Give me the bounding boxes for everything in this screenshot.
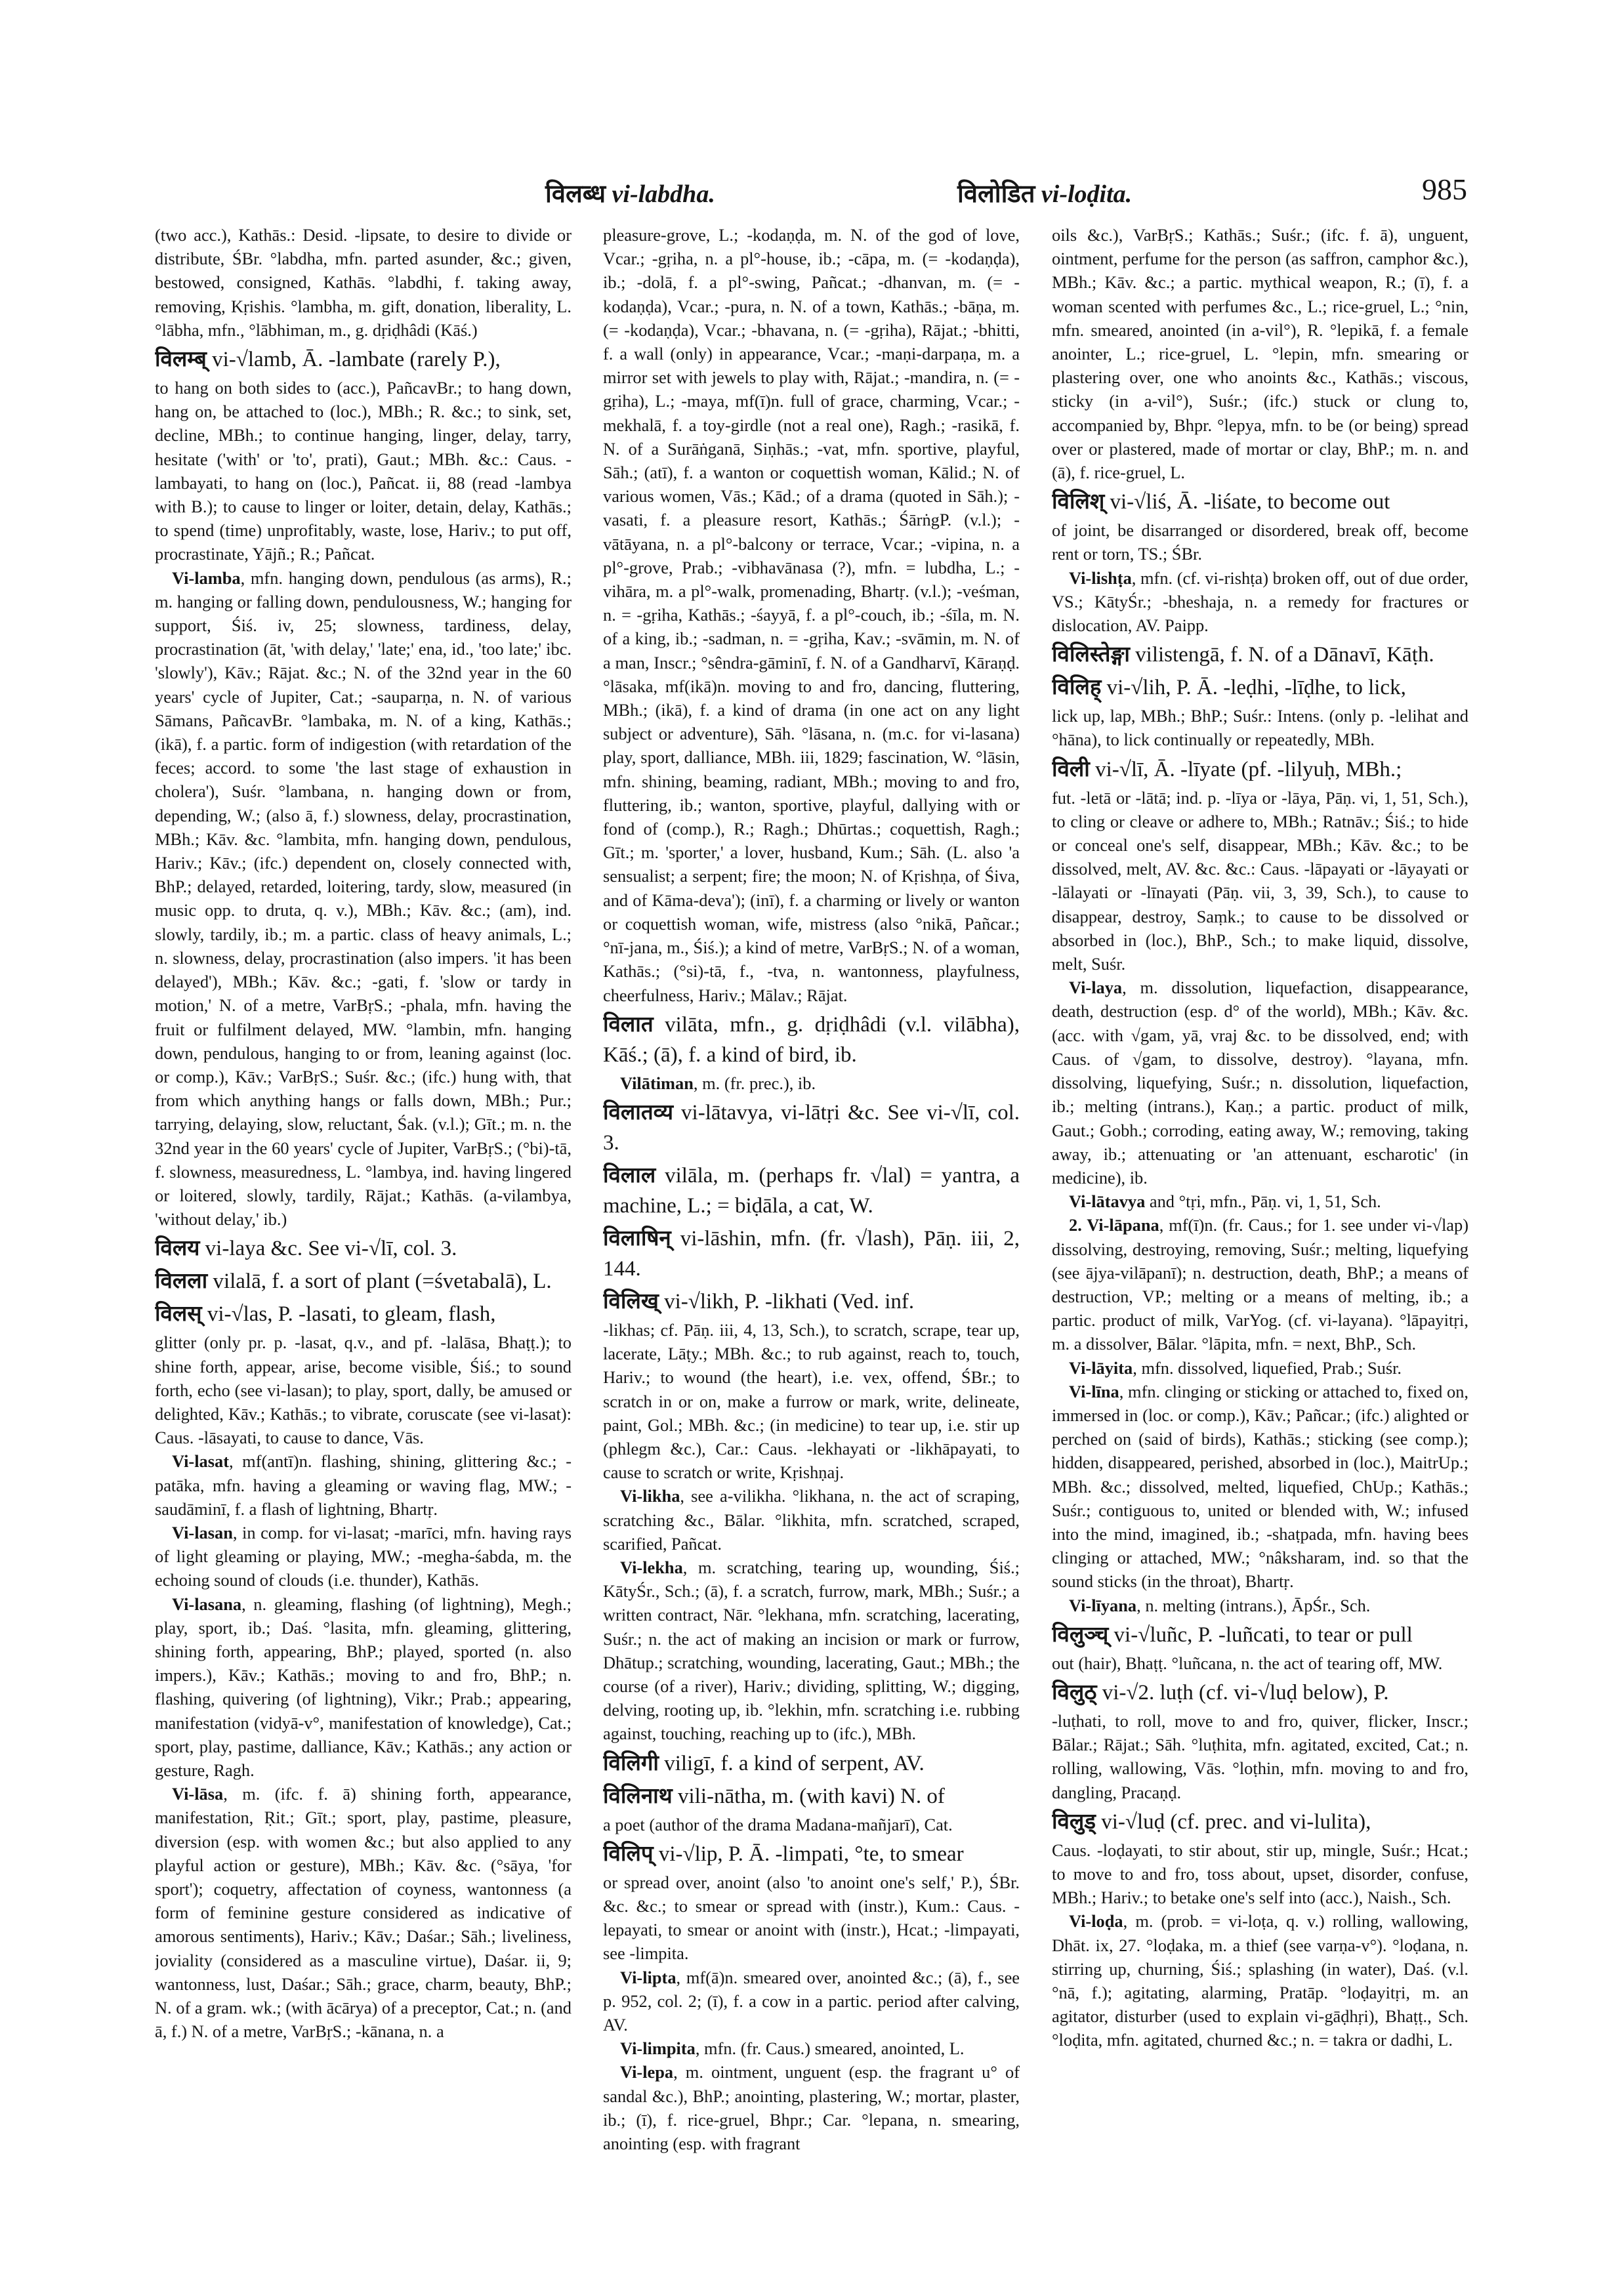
entry-definition: vi-√las, P. -lasati, to gleam, flash,: [201, 1302, 496, 1327]
dictionary-entry: [1052, 1380, 1468, 1594]
entry-text: pleasure-grove, L.; -kodaṇḍa, m. N. of the god of love, Vcar.; -gṛiha, n. a pl°-house, ib.; -cāpa, m. (= -kodaṇḍa), ib.; -dolā, f. a pl°-swing, Pañcat.; -dhanvan, m. (= -kodaṇḍa), Vcar.; -pura, n. N. of a town, Kathās.; -bāṇa, m. (= -kodaṇḍa), Vcar.; -bhavana, n. (= -gṛiha), Rājat.; -bhitti, f. a wall (only) in appearance, Vcar.; -maṇi-darpaṇa, m. a mirror set with jewels to play with, Rājat.; -mandira, n. (= -gṛiha), L.; -maya, mf(ī)n. full of grace, charming, Vcar.; -mekhalā, f. a toy-girdle (not a real one), Ragh.; -rasikā, f. N. of a Surāṅganā, Siṇhās.; -vat, mfn. sportive, playful, Sāh.; (atī), f. a wanton or coquettish woman, Kālid.; N. of various women, Vās.; Kād.; of a drama (quoted in Sāh.); -vasati, f. a pleasure resort, Kathās.; ŚārṅgP. (v.l.); -vātāyana, n. a pl°-balcony or terrace, Vcar.; -vipina, n. a pl°-grove, Prab.; -vibhavānasa (?), mfn. = lubdha, L.; -vihāra, m. a pl°-walk, promenading, Bhartṛ. (v.l.); -veśman, n. = -gṛiha, Kathās.; -śayyā, f. a pl°-couch, ib.; -śīla, m. N. of a king, ib.; -sadman, n. = -gṛiha, Kav.; -svāmin, m. N. of a man, Inscr.; °sêndra-gāminī, f. N. of a Gandharvī, Kāraṇḍ. °lāsaka, mf(ikā)n. moving to and fro, dancing, fluttering, MBh.; (ikā), f. a kind of drama (in one act on any light subject or adventure), Sāh. °lāsana, n. (m.c. for vi-lasana) play, sport, dalliance, MBh. iii, 1829; fascination, W. °lāsin, mfn. shining, beaming, radiant, MBh.; moving to and fro, fluttering, ib.; wanton, sportive, playful, dallying with or fond of (comp.), R.; Ragh.; Dhūrtas.; coquettish, Ragh.; Gīt.; m. 'sporter,' a lover, husband, Kum.; Sāh. (L. also 'a sensualist; a serpent; fire; the moon; N. of Kṛishṇa, of Śiva, and of Kāma-deva'); (inī), f. a charming or lively or wanton or coquettish woman, wife, mistress (also °nikā, Pañcar.; °nī-jana, m., Śiś.); a kind of metre, VarBṛS.; N. of a woman, Kathās.; (°si)-tā, f., -tva, n. wantonness, playfulness, cheerfulness, Hariv.; Mālav.; Rājat.: [603, 225, 1020, 1005]
entry-headword: विलिनाथ: [603, 1784, 673, 1808]
entry-definition: vi-√luñc, P. -luñcati, to tear or pull: [1108, 1623, 1413, 1647]
entry-headword: विलिश्: [1052, 490, 1105, 514]
column-3: [1052, 223, 1468, 2218]
entry-headword: Vi-līna: [1069, 1381, 1119, 1401]
dictionary-entry: [603, 1071, 1020, 1095]
entry-headword: विलुठ्: [1052, 1680, 1097, 1705]
entry-definition: vi-√likh, P. -likhati (Ved. inf.: [658, 1289, 915, 1313]
dictionary-entry: [603, 1748, 1020, 1779]
header-left-headword: [545, 176, 715, 210]
entry-definition: , mf(ī)n. (fr. Caus.; for 1. see under vi-√lap) dissolving, destroying, removing, Suśr.; melting, liquefying (see ājya-vilāpanī); n. destruction, death, BhP.; a means of destruction, VP.; melting or a means of melting, ib.; a partic. product of milk, VarYog. (cf. vi-layana). °lāpayitṛi, m. a dissolver, Bālar. °lāpita, mfn. = next, BhP., Sch.: [1052, 1215, 1468, 1354]
entry-headword: विलला: [155, 1270, 208, 1294]
entry-text: fut. -letā or -lātā; ind. p. -līya or -lāya, Pāṇ. vi, 1, 51, Sch.), to cling or cleave or adhere to, MBh.; Ratnāv.; Śiś.; to hide or conceal one's self, disappear, MBh.; Kāv. &c.; to be dissolved, melt, AV. &c. &c.: Caus. -lāpayati or -lāyayati or -lālayati or -līnayati (Pāṇ. vii, 3, 39, Sch.), to cause to disappear, destroy, Saṃk.; to cause to be dissolved or absorbed in (loc.), BhP., Sch.; to make liquid, dissolve, melt, Suśr.: [1052, 787, 1468, 974]
dictionary-entry: [1052, 1651, 1468, 1675]
entry-definition: vilalā, f. a sort of plant (=śvetabalā), L.: [207, 1270, 552, 1294]
entry-definition: vi-√lih, P. Ā. -leḍhi, -līḍhe, to lick,: [1101, 676, 1406, 700]
entry-definition: vi-lāshin, mfn. (fr. √lash), Pāṇ. iii, 2, 144.: [603, 1226, 1020, 1281]
entry-headword: Vi-limpita: [620, 2038, 696, 2059]
header-right-devanagari: विलोडित: [957, 180, 1035, 208]
dictionary-entry: [603, 1839, 1020, 1869]
entry-definition: vilāta, mfn., g. dṛiḍhâdi (v.l. vilābha), Kāś.; (ā), f. a kind of bird, ib.: [603, 1012, 1020, 1067]
dictionary-entry: [603, 1871, 1020, 1966]
dictionary-entry: [1052, 518, 1468, 566]
entry-text: of joint, be disarranged or disordered, break off, become rent or torn, TS.; ŚBr.: [1052, 520, 1468, 564]
dictionary-entry: [603, 2060, 1020, 2155]
dictionary-entry: [1052, 1678, 1468, 1708]
entry-headword: Vi-lekha: [620, 1557, 683, 1577]
entry-definition: viligī, f. a kind of serpent, AV.: [658, 1751, 925, 1775]
entry-headword: विली: [1052, 757, 1090, 781]
dictionary-entry: [1052, 1807, 1468, 1837]
header-left-devanagari: विलब्ध: [545, 180, 606, 208]
entry-definition: , in comp. for vi-lasat; -marīci, mfn. having rays of light gleaming or playing, MW.; -megha-śabda, m. the echoing sound of clouds (i.e. thunder), Kathās.: [155, 1522, 572, 1590]
entry-text: Caus. -loḍayati, to stir about, stir up, mingle, Suśr.; Hcat.; to move to and fro, toss about, upset, disorder, confuse, MBh.; Hariv.; to betake one's self into (acc.), Naish., Sch.: [1052, 1840, 1468, 1908]
entry-definition: , m. ointment, unguent (esp. the fragrant u° of sandal &c.), BhP.; anointing, plastering, W.; mortar, plaster, ib.; (ī), f. rice-gruel, Bhpr.; Car. °lepana, n. smearing, anointing (esp. with fragrant: [603, 2062, 1020, 2153]
entry-definition: , m. (ifc. f. ā) shining forth, appearance, manifestation, Ṛit.; Gīt.; sport, play, pastime, pleasure, diversion (esp. with women &c.; but also applied to any playful action or gesture), MBh.; Kāv. &c. (°sāya, 'for sport'); coquetry, affectation of coyness, wantonness (a form of feminine gesture considered as indicative of amorous sentiments), Hariv.; Kāv.; Daśar.; Sāh.; liveliness, joviality (considered as a masculine virtue), Daśar. ii, 9; wantonness, lust, Daśar.; Sāh.; grace, charm, beauty, BhP.; N. of a gram. wk.; (with ācārya) of a preceptor, Cat.; n. (and ā, f.) N. of a metre, VarBṛS.; -kānana, n. a: [155, 1784, 572, 2042]
entry-definition: and °tṛi, mfn., Pāṇ. vi, 1, 51, Sch.: [1145, 1191, 1381, 1212]
entry-text: (two acc.), Kathās.: Desid. -lipsate, to desire to divide or distribute, ŚBr. °labdha, mfn. parted asunder, &c.; given, bestowed, consigned, Kathās. °labdhi, f. taking away, removing, Kṛishis. °lambha, m. gift, donation, liberality, L. °lābha, mfn., °lābhiman, m., g. dṛiḍhâdi (Kāś.): [155, 225, 572, 340]
entry-definition: vilāla, m. (perhaps fr. √lal) = yantra, a machine, L.; = biḍāla, a cat, W.: [603, 1163, 1020, 1218]
dictionary-entry: [155, 1266, 572, 1296]
entry-text: -luṭhati, to roll, move to and fro, quiver, flicker, Inscr.; Bālar.; Rājat.; Sāh. °luṭhita, mfn. agitated, excited, Cat.; n. rolling, wallowing, Vās. °loṭhin, mfn. moving to and fro, dangling, Pracaṇḍ.: [1052, 1710, 1468, 1802]
entry-definition: vilistengā, f. N. of a Dānavī, Kāṭh.: [1129, 643, 1434, 667]
entry-text: a poet (author of the drama Madana-mañjarī), Cat.: [603, 1814, 953, 1834]
entry-definition: , n. melting (intrans.), ĀpŚr., Sch.: [1136, 1595, 1371, 1615]
entry-definition: , m. (fr. prec.), ib.: [693, 1073, 816, 1093]
dictionary-entry: [603, 1966, 1020, 2037]
dictionary-entry: [1052, 1213, 1468, 1355]
dictionary-entry: [1052, 755, 1468, 785]
dictionary-entry: [1052, 566, 1468, 638]
running-header: [155, 173, 1467, 215]
entry-headword: Vi-līyana: [1069, 1595, 1137, 1615]
entry-headword: Vi-laya: [1069, 978, 1123, 998]
entry-headword: Vilātiman: [620, 1073, 694, 1093]
dictionary-entry: [603, 1098, 1020, 1158]
entry-definition: , m. scratching, tearing up, wounding, Śiś.; KātyŚr., Sch.; (ā), f. a scratch, furrow, mark, MBh.; Suśr.; a written contract, Nār. °lekhana, mfn. scratching, lacerating, Suśr.; n. the act of making an incision or mark or furrow, Dhātup.; scratching, wounding, lacerating, Gaut.; MBh.; the course (of a river), Hariv.; dividing, splitting, W.; digging, delving, rooting up, ib. °lekhin, mfn. scratching i.e. rubbing against, touching, reaching up to (ifc.), MBh.: [603, 1557, 1020, 1744]
entry-definition: , see a-vilikha. °likhana, n. the act of scraping, scratching &c., Bālar. °likhita, mfn. scratched, scraped, scarified, Pañcat.: [603, 1486, 1020, 1554]
dictionary-entry: [603, 1161, 1020, 1221]
entry-headword: विलिस्तेङ्गा: [1052, 643, 1130, 667]
header-right-headword: [957, 176, 1132, 210]
entry-headword: Vi-lasan: [172, 1522, 233, 1542]
header-left-translit: vi-labdha.: [612, 180, 715, 208]
entry-headword: Vi-lasana: [172, 1594, 242, 1614]
entry-headword: विलाषिन्: [603, 1226, 671, 1251]
entry-definition: , m. dissolution, liquefaction, disappearance, death, destruction (esp. d° of the world), MBh.; Kāv. &c. (acc. with √gam, yā, vraj &c. to be dissolved, end; with Caus. of √gam, to dissolve, destroy). °layana, mfn. dissolving, liquefying, Suśr.; n. dissolution, liquefaction, ib.; melting (intrans.), Kaṇ.; a partic. product of milk, Gaut.; Gobh.; corroding, eating away, W.; removing, taking away, ib.; attenuating or 'an attenuant, escharotic' (in medicine), ib.: [1052, 978, 1468, 1188]
dictionary-entry: [1052, 1909, 1468, 2052]
dictionary-entry: [603, 2037, 1020, 2060]
entry-headword: Vi-loḍa: [1069, 1911, 1123, 1932]
dictionary-entry: [603, 1318, 1020, 1484]
entry-headword: Vi-lāsa: [172, 1784, 224, 1804]
entry-definition: , n. gleaming, flashing (of lightning), Megh.; play, sport, ib.; Daś. °lasita, mfn. gleaming, glittering, shining forth, appearing, BhP.; played, sported (n. also impers.), Kāv.; Kathās.; moving to and fro, BhP.; n. flashing, quivering (of lightning), Vikr.; Prab.; appearing, manifestation (vidyā-v°, manifestation of knowledge), Cat.; sport, play, pastime, dalliance, Kāv.; Kathās.; any action or gesture, Ragh.: [155, 1594, 572, 1780]
page-number: 985: [1422, 173, 1467, 206]
dictionary-entry: [603, 1556, 1020, 1746]
entry-definition: , mfn. (cf. vi-rishṭa) broken off, out of due order, VS.; KātyŚr.; -bheshaja, n. a remedy for fractures or dislocation, AV. Paipp.: [1052, 568, 1468, 636]
entry-headword: Vi-lamba: [172, 568, 241, 588]
dictionary-entry: [155, 1449, 572, 1521]
entry-definition: vi-√lip, P. Ā. -limpati, °te, to smear: [653, 1842, 964, 1866]
column-2: [603, 223, 1020, 2218]
dictionary-entry: [1052, 786, 1468, 976]
dictionary-entry: [603, 1287, 1020, 1317]
entry-headword: विलिप्: [603, 1842, 654, 1866]
dictionary-entry: [1052, 487, 1468, 517]
entry-text: glitter (only pr. p. -lasat, q.v., and pf. -lalāsa, Bhaṭṭ.); to shine forth, appear, arise, become visible, Śiś.; to sound forth, echo (see vi-lasan); to play, sport, dally, be amused or delighted, Kāv.; Kathās.; to vibrate, coruscate (see vi-lasat): Caus. -lāsayati, to cause to dance, Vās.: [155, 1333, 572, 1448]
entry-headword: विलातव्य: [603, 1100, 674, 1125]
entry-definition: , mfn. clinging or sticking or attached to, fixed on, immersed in (loc. or comp.), Kāv.; Pañcar.; (ifc.) alighted or perched on (said of birds), Kathās.; sticking (see comp.); hidden, disappeared, perished, absorbed in (loc.), MaitrUp.; MBh. &c.; dissolved, melted, liquefied, ChUp.; Kathās.; Suśr.; contiguous to, united or blended with, W.; infused into the mind, imagined, ib.; -shaṭpada, mfn. having bees clinging or attached, MW.; °nâksharam, ind. so that the sound sticks (in the throat), Bhartṛ.: [1052, 1381, 1468, 1592]
entry-definition: vi-lātavya, vi-lātṛi &c. See vi-√lī, col. 3.: [603, 1100, 1020, 1155]
dictionary-entry: [1052, 640, 1468, 670]
entry-headword: विलाल: [603, 1163, 656, 1188]
text-columns: [155, 223, 1467, 2218]
dictionary-entry: [1052, 976, 1468, 1189]
entry-definition: vili-nātha, m. (with kavi) N. of: [672, 1784, 945, 1808]
dictionary-entry: [155, 1521, 572, 1592]
entry-headword: Vi-lātavya: [1069, 1191, 1146, 1212]
dictionary-entry: [155, 1592, 572, 1783]
dictionary-entry: [1052, 1709, 1468, 1804]
entry-headword: विलुञ्च्: [1052, 1623, 1109, 1647]
dictionary-entry: [603, 1010, 1020, 1070]
entry-headword: Vi-likha: [620, 1486, 680, 1506]
header-right-translit: vi-loḍita.: [1041, 180, 1133, 208]
entry-definition: vi-√lī, Ā. -līyate (pf. -lilyuḥ, MBh.;: [1089, 757, 1402, 781]
entry-headword: विलिगी: [603, 1751, 659, 1775]
entry-definition: vi-√luḍ (cf. prec. and vi-lulita),: [1095, 1809, 1371, 1834]
dictionary-entry: [603, 1781, 1020, 1811]
dictionary-entry: [1052, 1189, 1468, 1213]
entry-headword: Vi-lasat: [172, 1451, 229, 1472]
dictionary-entry: [155, 223, 572, 342]
entry-headword: विलिह्: [1052, 676, 1102, 700]
entry-definition: vi-√lamb, Ā. -lambate (rarely P.),: [206, 348, 501, 372]
column-1: [155, 223, 572, 2218]
entry-headword: Vi-lāyita: [1069, 1357, 1133, 1378]
dictionary-entry: [155, 376, 572, 566]
entry-text: oils &c.), VarBṛS.; Kathās.; Suśr.; (ifc. f. ā), unguent, ointment, perfume for the person (as saffron, camphor &c.), MBh.; Kāv. &c.; a partic. mythical weapon, R.; (ī), f. a woman scented with perfumes &c., L.; rice-gruel, L.; °nin, mfn. smeared, anointed (in a-vil°), R. °lepikā, f. a female anointer, L.; rice-gruel, L. °lepin, mfn. smearing or plastering over, one who anoints &c., Kathās.; viscous, sticky (in a-vil°), Suśr.; (ifc.) stuck or clung to, accompanied by, Bhpr. °lepya, mfn. to be (or being) spread over or plastered, made of mortar or clay, BhP.; m. n. and (ā), f. rice-gruel, L.: [1052, 225, 1468, 483]
dictionary-entry: [1052, 223, 1468, 484]
entry-definition: vi-√liś, Ā. -liśate, to become out: [1104, 490, 1390, 514]
entry-headword: विलस्: [155, 1302, 202, 1327]
entry-headword: विलिख्: [603, 1289, 659, 1313]
entry-headword: विलम्ब्: [155, 348, 207, 372]
entry-headword: विलात: [603, 1012, 654, 1037]
entry-text: out (hair), Bhaṭṭ. °luñcana, n. the act of tearing off, MW.: [1052, 1653, 1443, 1673]
entry-headword: विलुड्: [1052, 1809, 1096, 1834]
dictionary-entry: [155, 566, 572, 1231]
dictionary-entry: [155, 1233, 572, 1264]
dictionary-entry: [1052, 1620, 1468, 1650]
dictionary-entry: [155, 1331, 572, 1449]
dictionary-entry: [155, 1782, 572, 2043]
dictionary-entry: [1052, 1838, 1468, 1910]
entry-text: -likhas; cf. Pāṇ. iii, 4, 13, Sch.), to scratch, scrape, tear up, lacerate, Lāṭy.; MBh. &c.; to rub against, reach to, touch, Hariv.; to wound (the heart), i.e. vex, offend, ŚBr.; to scratch in or on, make a furrow or mark, write, delineate, paint, Gol.; MBh. &c.; (in medicine) to tear up, i.e. stir up (phlegm &c.), Car.: Caus. -lekhayati or -likhāpayati, to cause to scratch or write, Kṛishṇaj.: [603, 1319, 1020, 1483]
entry-definition: , mf(ā)n. smeared over, anointed &c.; (ā), f., see p. 952, col. 2; (ī), f. a cow in a partic. period after calving, AV.: [603, 1967, 1020, 2035]
dictionary-entry: [1052, 704, 1468, 751]
entry-definition: , mf(antī)n. flashing, shining, glittering &c.; -patāka, mfn. having a gleaming or waving flag, MW.; -saudāminī, f. a flash of lightning, Bhartṛ.: [155, 1451, 572, 1519]
entry-definition: vi-√2. luṭh (cf. vi-√luḍ below), P.: [1096, 1680, 1389, 1705]
dictionary-entry: [155, 344, 572, 375]
dictionary-entry: [155, 1299, 572, 1329]
entry-headword: Vi-lipta: [620, 1967, 677, 1987]
entry-text: to hang on both sides to (acc.), PañcavBr.; to hang down, hang on, be attached to (loc.), MBh.; R. &c.; to sink, set, decline, MBh.; to continue hanging, linger, delay, tarry, hesitate ('with' or 'to', prati), Gaut.; MBh. &c.: Caus. -lambayati, to hang on (loc.), Pañcat. ii, 88 (read -lambya with B.); to cause to linger or loiter, detain, delay, Kathās.; to spend (time) unprofitably, waste, lose, Hariv.; to put off, procrastinate, Yājñ.; R.; Pañcat.: [155, 378, 572, 564]
entry-definition: , mfn. (fr. Caus.) smeared, anointed, L.: [695, 2038, 965, 2059]
entry-definition: vi-laya &c. See vi-√lī, col. 3.: [199, 1237, 457, 1261]
entry-headword: Vi-lishṭa: [1069, 568, 1132, 588]
dictionary-entry: [1052, 672, 1468, 703]
entry-headword: विलय: [155, 1237, 200, 1261]
dictionary-entry: [603, 1484, 1020, 1556]
entry-definition: , mfn. hanging down, pendulous (as arms), R.; m. hanging or falling down, pendulousness, W.; hanging for support, Śiś. iv, 25; slowness, tardiness, delay, procrastination (āt, 'with delay,' 'late;' ena, id., 'too late;' ibc. 'slowly'), Kāv.; Rājat. &c.; N. of the 32nd year in the 60 years' cycle of Jupiter, Cat.; -sauparṇa, n. N. of various Sāmans, PañcavBr. °lambaka, m. N. of a king, Kathās.; (ikā), f. a partic. form of indigestion (with retardation of the feces; accord. to some 'the last stage of exhaustion in cholera'), Suśr. °lambana, n. hanging down or from, depending, W.; (also ā, f.) slowness, delay, procrastination, MBh.; Kāv. &c. °lambita, mfn. hanging down, pendulous, Hariv.; Kāv.; (ifc.) dependent on, closely connected with, BhP.; delayed, retarded, loitering, tardy, slow, measured (in music opp. to druta, q. v.), MBh.; Kāv. &c.; (am), ind. slowly, tardily, ib.; m. a partic. class of heavy animals, L.; n. slowness, delay, procrastination (also impers. 'it has been delayed'), MBh.; Kāv. &c.; -gati, f. 'slow or tardy in motion,' N. of a metre, VarBṛS.; -phala, mfn. having the fruit or fulfilment delayed, MW. °lambin, mfn. hanging down, pendulous, hanging to or from, leaning against (loc. or comp.), Kāv.; VarBṛS.; Suśr. &c.; (ifc.) hung with, that from which anything hangs or falls down, MBh.; Pur.; tarrying, delaying, slow, reluctant, Śak. (v.l.); Gīt.; m. n. the 32nd year in the 60 years' cycle of Jupiter, VarBṛS.; (°bi)-tā, f. slowness, measuredness, L. °lambya, ind. having lingered or loitered, slowly, tardily, Rājat.; Kathās. (a-vilambya, 'without delay,' ib.): [155, 568, 572, 1230]
entry-definition: , m. (prob. = vi-loṭa, q. v.) rolling, wallowing, Dhāt. ix, 27. °loḍaka, m. a thief (see varṇa-v°). °loḍana, n. stirring up, churning, Śiś.; splashing (in water), Daś. (v.l. °nā, f.); agitating, alarming, Pratāp. °loḍayitṛi, m. an agitator, disturber (used to explain vi-gāḍhṛi), Bhaṭṭ., Sch. °loḍita, mfn. agitated, churned &c.; n. = takra or dadhi, L.: [1052, 1911, 1468, 2050]
entry-text: or spread over, anoint (also 'to anoint one's self,' P.), ŚBr. &c. &c.; to smear or spread with (instr.), Kum.: Caus. -lepayati, to smear or anoint with (instr.), Hcat.; -limpayati, see -limpita.: [603, 1872, 1020, 1964]
entry-definition: , mfn. dissolved, liquefied, Prab.; Suśr.: [1133, 1357, 1402, 1378]
dictionary-entry: [603, 1813, 1020, 1836]
entry-headword: 2. Vi-lāpana: [1069, 1215, 1159, 1235]
entry-text: lick up, lap, MBh.; BhP.; Suśr.: Intens. (only p. -lelihat and °hāna), to lick continually or repeatedly, MBh.: [1052, 706, 1468, 750]
dictionary-entry: [603, 223, 1020, 1007]
dictionary-entry: [1052, 1356, 1468, 1380]
entry-headword: Vi-lepa: [620, 2062, 674, 2082]
dictionary-entry: [1052, 1594, 1468, 1617]
dictionary-entry: [603, 1224, 1020, 1284]
